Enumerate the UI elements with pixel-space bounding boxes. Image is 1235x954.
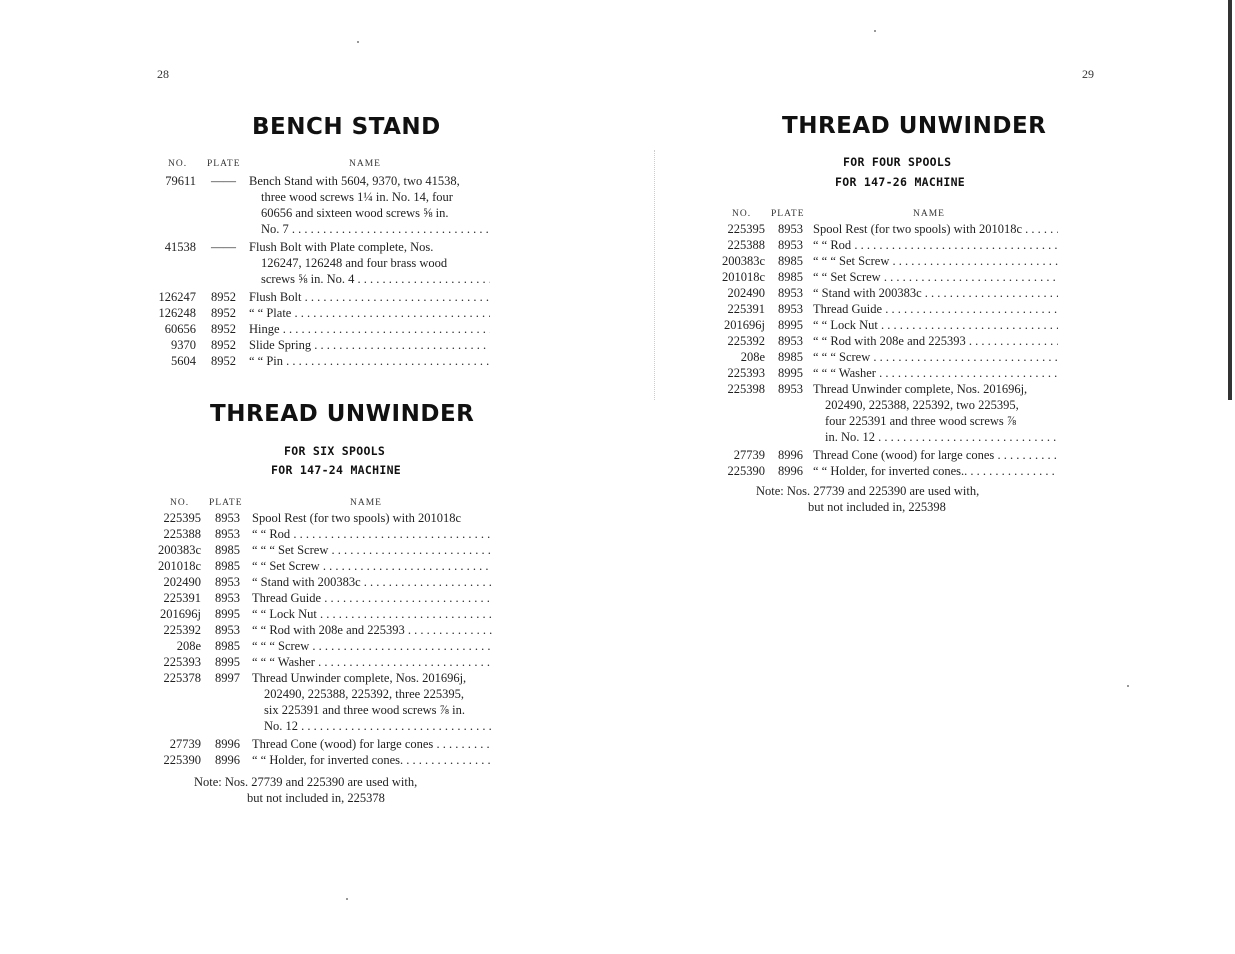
part-number: 225392	[727, 334, 765, 348]
part-name: “ “ Set Screw . . .	[813, 269, 1058, 285]
part-number: 126248	[158, 306, 196, 320]
part-number: 201696j	[724, 318, 765, 332]
plate-number: 8952	[211, 306, 236, 320]
part-number: 201018c	[157, 559, 201, 573]
section-subtitle: FOR 147-26 MACHINE	[835, 175, 966, 189]
table-row	[0, 702, 617, 718]
table-row	[0, 670, 617, 686]
plate-number: 8985	[215, 559, 240, 573]
part-number: 41538	[164, 240, 196, 254]
plate-number: 8995	[778, 366, 803, 380]
table-row	[0, 239, 617, 255]
part-number: 225398	[727, 382, 765, 396]
table-row	[618, 397, 1235, 413]
page-edge	[1228, 0, 1232, 400]
part-number: 202490	[727, 286, 765, 300]
part-name: “ Stand with 200383c . . .	[813, 285, 1058, 301]
plate-number: 8953	[778, 238, 803, 252]
part-number: 225391	[163, 591, 201, 605]
table-row	[618, 429, 1235, 445]
part-name: “ “ Rod . . .	[252, 526, 492, 542]
table-row	[618, 285, 1235, 301]
plate-number: 8996	[215, 737, 240, 751]
col-header-name: NAME	[913, 209, 945, 219]
part-name: Thread Guide . . .	[813, 301, 1058, 317]
col-header-plate: PLATE	[207, 159, 241, 169]
table-row	[0, 542, 617, 558]
part-name: “ “ Set Screw . . .	[252, 558, 492, 574]
plate-number: 8952	[211, 290, 236, 304]
part-name: “ “ Rod . . .	[813, 237, 1058, 253]
table-row	[0, 173, 617, 189]
section-subtitle: FOR 147-24 MACHINE	[271, 463, 402, 477]
part-name: Hinge . . .	[249, 321, 490, 337]
part-name: Spool Rest (for two spools) with 201018c . . .	[813, 221, 1058, 237]
table-row	[618, 221, 1235, 237]
part-number: 79611	[165, 174, 196, 188]
part-name: “ “ Lock Nut . . .	[813, 317, 1058, 333]
plate-number: 8953	[778, 302, 803, 316]
part-name: “ “ “ Screw . . .	[252, 638, 492, 654]
table-row	[0, 205, 617, 221]
part-name: “ “ “ Set Screw . . .	[252, 542, 492, 558]
part-number: 202490	[163, 575, 201, 589]
part-number: 200383c	[721, 254, 765, 268]
part-number: 225395	[163, 511, 201, 525]
part-name: “ “ Plate . . .	[249, 305, 490, 321]
plate-number: 8953	[778, 222, 803, 236]
plate-number: ——	[211, 240, 236, 254]
table-row	[0, 574, 617, 590]
part-name: “ “ Pin . . .	[249, 353, 490, 369]
table-row	[618, 447, 1235, 463]
col-header-no: NO.	[732, 209, 752, 219]
part-name: Spool Rest (for two spools) with 201018c	[252, 511, 462, 525]
plate-number: 8996	[215, 753, 240, 767]
plate-number: 8985	[215, 639, 240, 653]
plate-number: 8953	[215, 591, 240, 605]
part-number: 200383c	[157, 543, 201, 557]
plate-number: ——	[211, 174, 236, 188]
table-row	[0, 654, 617, 670]
table-row	[618, 381, 1235, 397]
part-name: No. 12 . . .	[264, 718, 492, 734]
part-name: 202490, 225388, 225392, three 225395,	[264, 687, 464, 701]
page-number: 29	[1082, 67, 1094, 81]
part-name: Thread Unwinder complete, Nos. 201696j,	[813, 382, 1028, 396]
part-number: 225378	[163, 671, 201, 685]
table-row	[618, 463, 1235, 479]
part-name: “ “ “ Washer . . .	[813, 365, 1058, 381]
part-name: “ “ “ Set Screw . . .	[813, 253, 1058, 269]
part-name: in. No. 12 . . .	[825, 429, 1058, 445]
scan-speck	[1127, 685, 1129, 687]
table-row	[618, 365, 1235, 381]
plate-number: 8953	[215, 511, 240, 525]
part-name: screws ⅝ in. No. 4 . . .	[261, 271, 490, 287]
table-row	[0, 510, 617, 526]
table-row	[0, 622, 617, 638]
part-name: “ “ Lock Nut . . .	[252, 606, 492, 622]
part-number: 201696j	[160, 607, 201, 621]
col-header-name: NAME	[350, 498, 382, 508]
part-name: Thread Cone (wood) for large cones . . .	[252, 736, 492, 752]
plate-number: 8953	[215, 527, 240, 541]
section-title: BENCH STAND	[252, 114, 441, 140]
plate-number: 8985	[778, 254, 803, 268]
part-number: 5604	[171, 354, 196, 368]
col-header-no: NO.	[170, 498, 190, 508]
part-name: No. 7 . . .	[261, 221, 490, 237]
table-row	[0, 686, 617, 702]
col-header-plate: PLATE	[771, 209, 805, 219]
part-number: 9370	[171, 338, 196, 352]
page-number: 28	[157, 67, 169, 81]
part-number: 60656	[164, 322, 196, 336]
part-name: three wood screws 1¼ in. No. 14, four	[261, 190, 453, 204]
table-row	[0, 526, 617, 542]
part-number: 126247	[158, 290, 196, 304]
table-row	[0, 736, 617, 752]
scan-speck	[346, 898, 348, 900]
part-name: 202490, 225388, 225392, two 225395,	[825, 398, 1019, 412]
part-name: “ “ Holder, for inverted cones.. . . .	[813, 463, 1058, 479]
part-name: Thread Unwinder complete, Nos. 201696j,	[252, 671, 467, 685]
plate-number: 8995	[778, 318, 803, 332]
scan-speck	[874, 30, 876, 32]
section-subtitle: FOR SIX SPOOLS	[284, 444, 386, 458]
part-number: 208e	[740, 350, 765, 364]
note: but not included in, 225378	[247, 791, 385, 805]
part-name: “ “ Rod with 208e and 225393 . . .	[252, 622, 492, 638]
plate-number: 8995	[215, 607, 240, 621]
plate-number: 8952	[211, 354, 236, 368]
table-row	[618, 301, 1235, 317]
table-row	[0, 289, 617, 305]
part-number: 225393	[163, 655, 201, 669]
scan-speck	[357, 41, 359, 43]
table-row	[0, 321, 617, 337]
plate-number: 8952	[211, 338, 236, 352]
table-row	[618, 237, 1235, 253]
part-number: 27739	[169, 737, 201, 751]
part-name: Flush Bolt . . .	[249, 289, 490, 305]
part-name: four 225391 and three wood screws ⅞	[825, 414, 1017, 428]
table-row	[0, 590, 617, 606]
part-name: 126247, 126248 and four brass wood	[261, 256, 448, 270]
part-name: “ “ “ Washer . . .	[252, 654, 492, 670]
table-row	[618, 349, 1235, 365]
section-subtitle: FOR FOUR SPOOLS	[843, 155, 952, 169]
part-name: Flush Bolt with Plate complete, Nos.	[249, 240, 434, 254]
table-row	[0, 189, 617, 205]
part-number: 225388	[163, 527, 201, 541]
plate-number: 8952	[211, 322, 236, 336]
part-number: 225388	[727, 238, 765, 252]
part-name: Slide Spring . . .	[249, 337, 490, 353]
plate-number: 8997	[215, 671, 240, 685]
plate-number: 8953	[778, 334, 803, 348]
part-number: 225390	[727, 464, 765, 478]
page-gutter	[654, 150, 656, 400]
plate-number: 8985	[778, 350, 803, 364]
part-name: “ Stand with 200383c . . .	[252, 574, 492, 590]
table-row	[0, 718, 617, 734]
part-name: six 225391 and three wood screws ⅞ in.	[264, 703, 466, 717]
table-row	[0, 606, 617, 622]
section-title: THREAD UNWINDER	[782, 113, 1047, 139]
table-row	[618, 413, 1235, 429]
part-name: Bench Stand with 5604, 9370, two 41538,	[249, 174, 460, 188]
table-row	[0, 255, 617, 271]
table-row	[618, 253, 1235, 269]
table-row	[0, 558, 617, 574]
part-number: 225395	[727, 222, 765, 236]
right-page	[618, 0, 1235, 954]
table-row	[0, 353, 617, 369]
plate-number: 8953	[215, 575, 240, 589]
part-name: Thread Guide . . .	[252, 590, 492, 606]
part-number: 225390	[163, 753, 201, 767]
col-header-plate: PLATE	[209, 498, 243, 508]
part-number: 201018c	[721, 270, 765, 284]
plate-number: 8985	[215, 543, 240, 557]
part-number: 225393	[727, 366, 765, 380]
part-name: Thread Cone (wood) for large cones . . .	[813, 447, 1058, 463]
part-name: “ “ “ Screw . . .	[813, 349, 1058, 365]
table-row	[618, 333, 1235, 349]
plate-number: 8996	[778, 464, 803, 478]
plate-number: 8996	[778, 448, 803, 462]
part-number: 225392	[163, 623, 201, 637]
part-name: 60656 and sixteen wood screws ⅝ in.	[261, 206, 449, 220]
col-header-no: NO.	[168, 159, 188, 169]
table-row	[0, 271, 617, 287]
table-row	[0, 305, 617, 321]
part-number: 225391	[727, 302, 765, 316]
table-row	[0, 221, 617, 237]
table-row	[0, 638, 617, 654]
plate-number: 8995	[215, 655, 240, 669]
section-title: THREAD UNWINDER	[210, 401, 475, 427]
table-row	[0, 337, 617, 353]
plate-number: 8953	[778, 382, 803, 396]
part-number: 27739	[733, 448, 765, 462]
plate-number: 8953	[778, 286, 803, 300]
table-row	[618, 269, 1235, 285]
note: but not included in, 225398	[808, 500, 946, 514]
plate-number: 8953	[215, 623, 240, 637]
note: Note: Nos. 27739 and 225390 are used with,	[194, 775, 418, 789]
part-number: 208e	[176, 639, 201, 653]
part-name: “ “ Holder, for inverted cones. . . .	[252, 752, 492, 768]
note: Note: Nos. 27739 and 225390 are used with,	[756, 484, 980, 498]
table-row	[618, 317, 1235, 333]
table-row	[0, 752, 617, 768]
left-page	[0, 0, 617, 954]
col-header-name: NAME	[349, 159, 381, 169]
part-name: “ “ Rod with 208e and 225393 . . .	[813, 333, 1058, 349]
plate-number: 8985	[778, 270, 803, 284]
